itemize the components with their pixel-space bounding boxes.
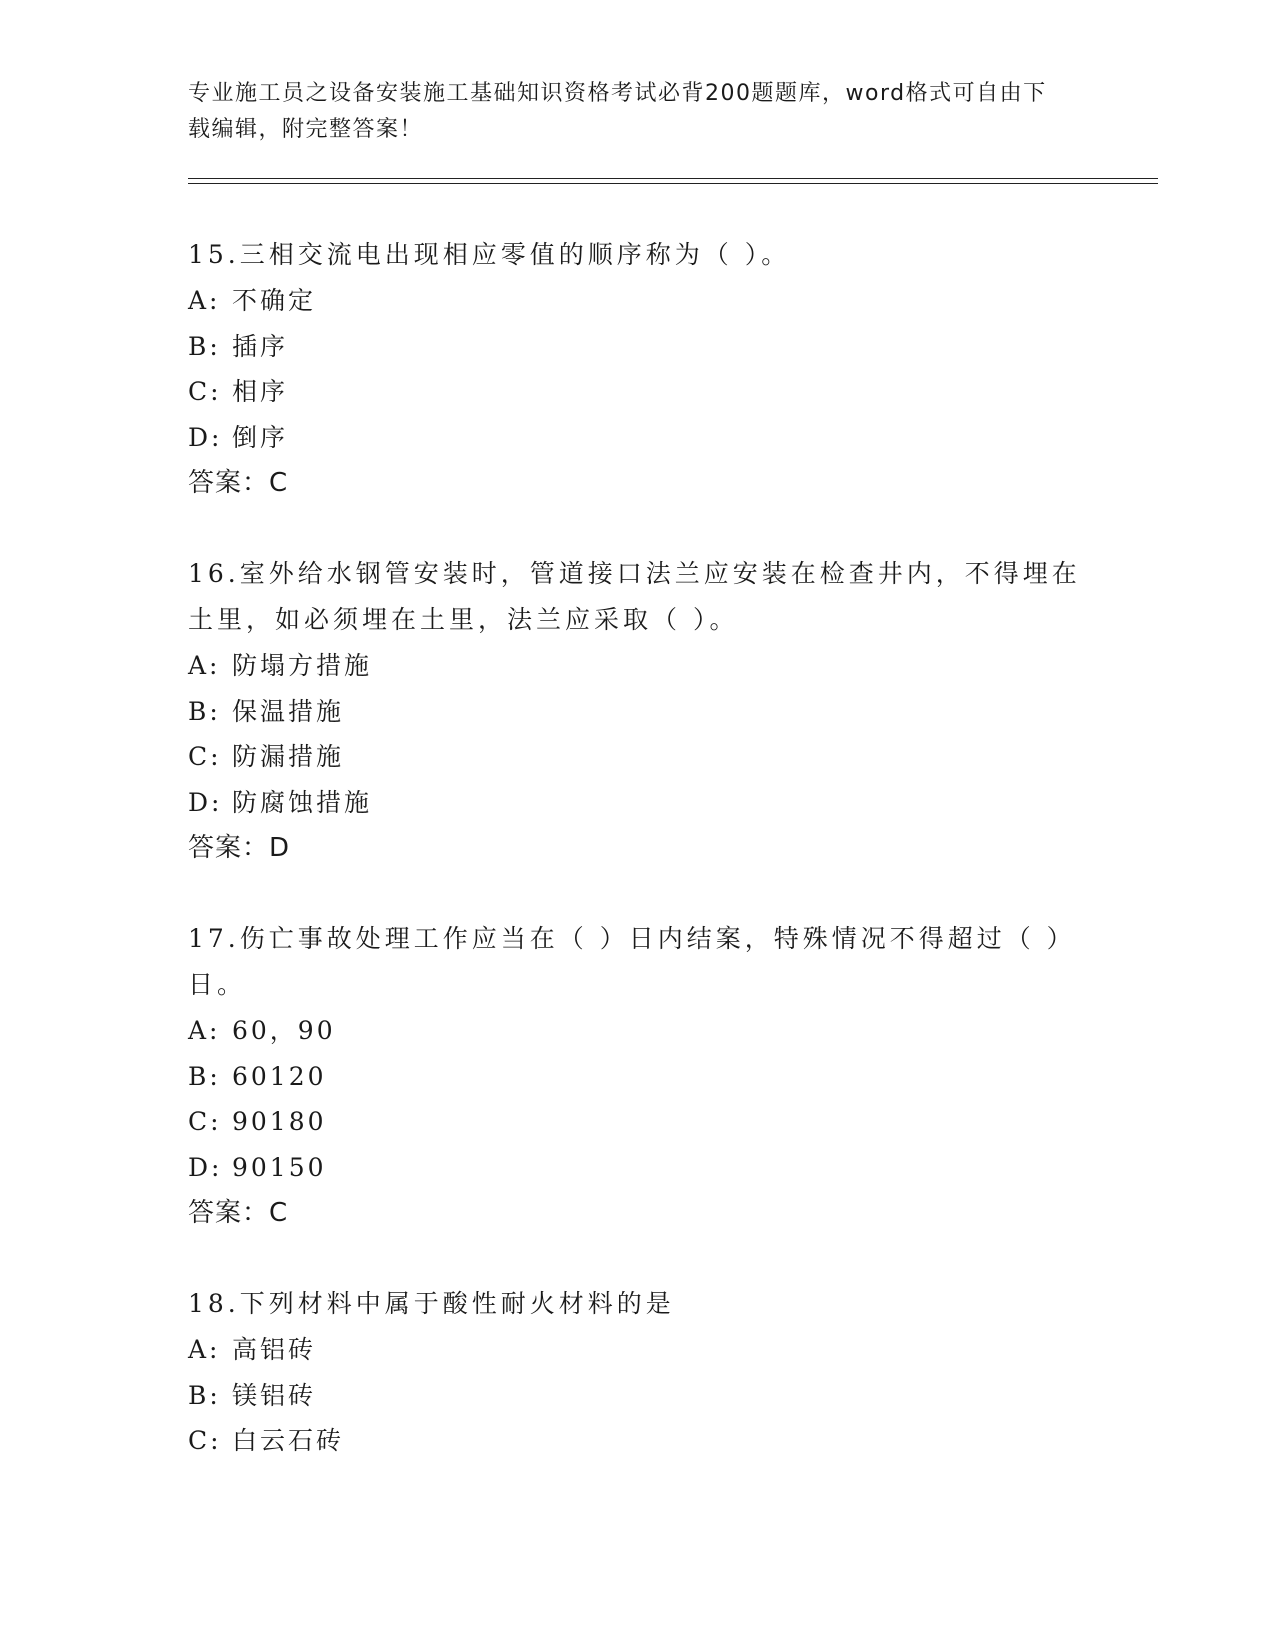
option-text: 白云石砖: [232, 1426, 345, 1455]
option-text: 倒序: [232, 422, 289, 452]
option-b: [188, 1373, 1088, 1419]
option-key: C:: [188, 1426, 222, 1455]
option-a: [188, 1327, 1088, 1373]
question-stem: 16.室外给水钢管安装时，管道接口法兰应安装在检查井内，不得埋在土里，如必须埋在土里，法兰应采取（ ）。: [188, 559, 1081, 634]
option-key: C:: [188, 1107, 222, 1136]
question-stem: 17.伤亡事故处理工作应当在（ ）日内结案，特殊情况不得超过（ ）日。: [188, 924, 1076, 999]
question-stem: 15.三相交流电出现相应零值的顺序称为（ ）。: [188, 240, 791, 269]
header-divider-bottom: [188, 183, 1158, 184]
option-a: [188, 643, 1088, 689]
option-key: D:: [188, 1152, 223, 1182]
option-key: B:: [188, 1061, 221, 1091]
option-key: B:: [188, 696, 221, 726]
option-text: 镁铝砖: [232, 1380, 317, 1410]
option-text: 90180: [232, 1107, 327, 1136]
option-a: [188, 1008, 1088, 1054]
option-b: [188, 1054, 1088, 1100]
option-d: [188, 415, 1088, 461]
question-17: [188, 916, 1088, 1236]
option-key: C:: [188, 377, 222, 406]
option-text: 相序: [232, 377, 289, 406]
header-divider-top: [188, 178, 1158, 179]
option-text: 防漏措施: [232, 742, 345, 771]
option-c: [188, 734, 1088, 780]
answer-line: 答案：C: [188, 468, 289, 498]
option-key: B:: [188, 331, 221, 361]
option-d: [188, 1145, 1088, 1191]
option-c: [188, 1418, 1088, 1464]
option-text: 60120: [232, 1061, 327, 1091]
option-text: 不确定: [232, 286, 317, 315]
option-key: A:: [188, 1016, 221, 1045]
question-16: [188, 551, 1088, 871]
question-list: [188, 232, 1088, 1509]
option-key: D:: [188, 787, 223, 817]
option-key: A:: [188, 1335, 221, 1364]
option-b: [188, 689, 1088, 735]
option-text: 保温措施: [232, 696, 345, 726]
question-stem: 18.下列材料中属于酸性耐火材料的是: [188, 1289, 675, 1318]
option-text: 60，90: [232, 1016, 336, 1045]
option-c: [188, 1099, 1088, 1145]
option-text: 防腐蚀措施: [232, 787, 373, 817]
option-key: B:: [188, 1380, 221, 1410]
option-text: 90150: [232, 1152, 327, 1182]
option-b: [188, 324, 1088, 370]
option-key: A:: [188, 651, 221, 680]
option-text: 防塌方措施: [232, 651, 373, 680]
option-key: C:: [188, 742, 222, 771]
answer-line: 答案：D: [188, 833, 291, 863]
question-15: [188, 232, 1088, 506]
option-text: 高铝砖: [232, 1335, 317, 1364]
option-d: [188, 780, 1088, 826]
option-key: A:: [188, 286, 221, 315]
document-header: 专业施工员之设备安装施工基础知识资格考试必背200题题库，word格式可自由下载编辑，附完整答案！: [188, 81, 1047, 142]
question-18: [188, 1281, 1088, 1464]
answer-line: 答案：C: [188, 1198, 289, 1228]
option-c: [188, 369, 1088, 415]
option-a: [188, 278, 1088, 324]
option-key: D:: [188, 422, 223, 452]
option-text: 插序: [232, 331, 289, 361]
